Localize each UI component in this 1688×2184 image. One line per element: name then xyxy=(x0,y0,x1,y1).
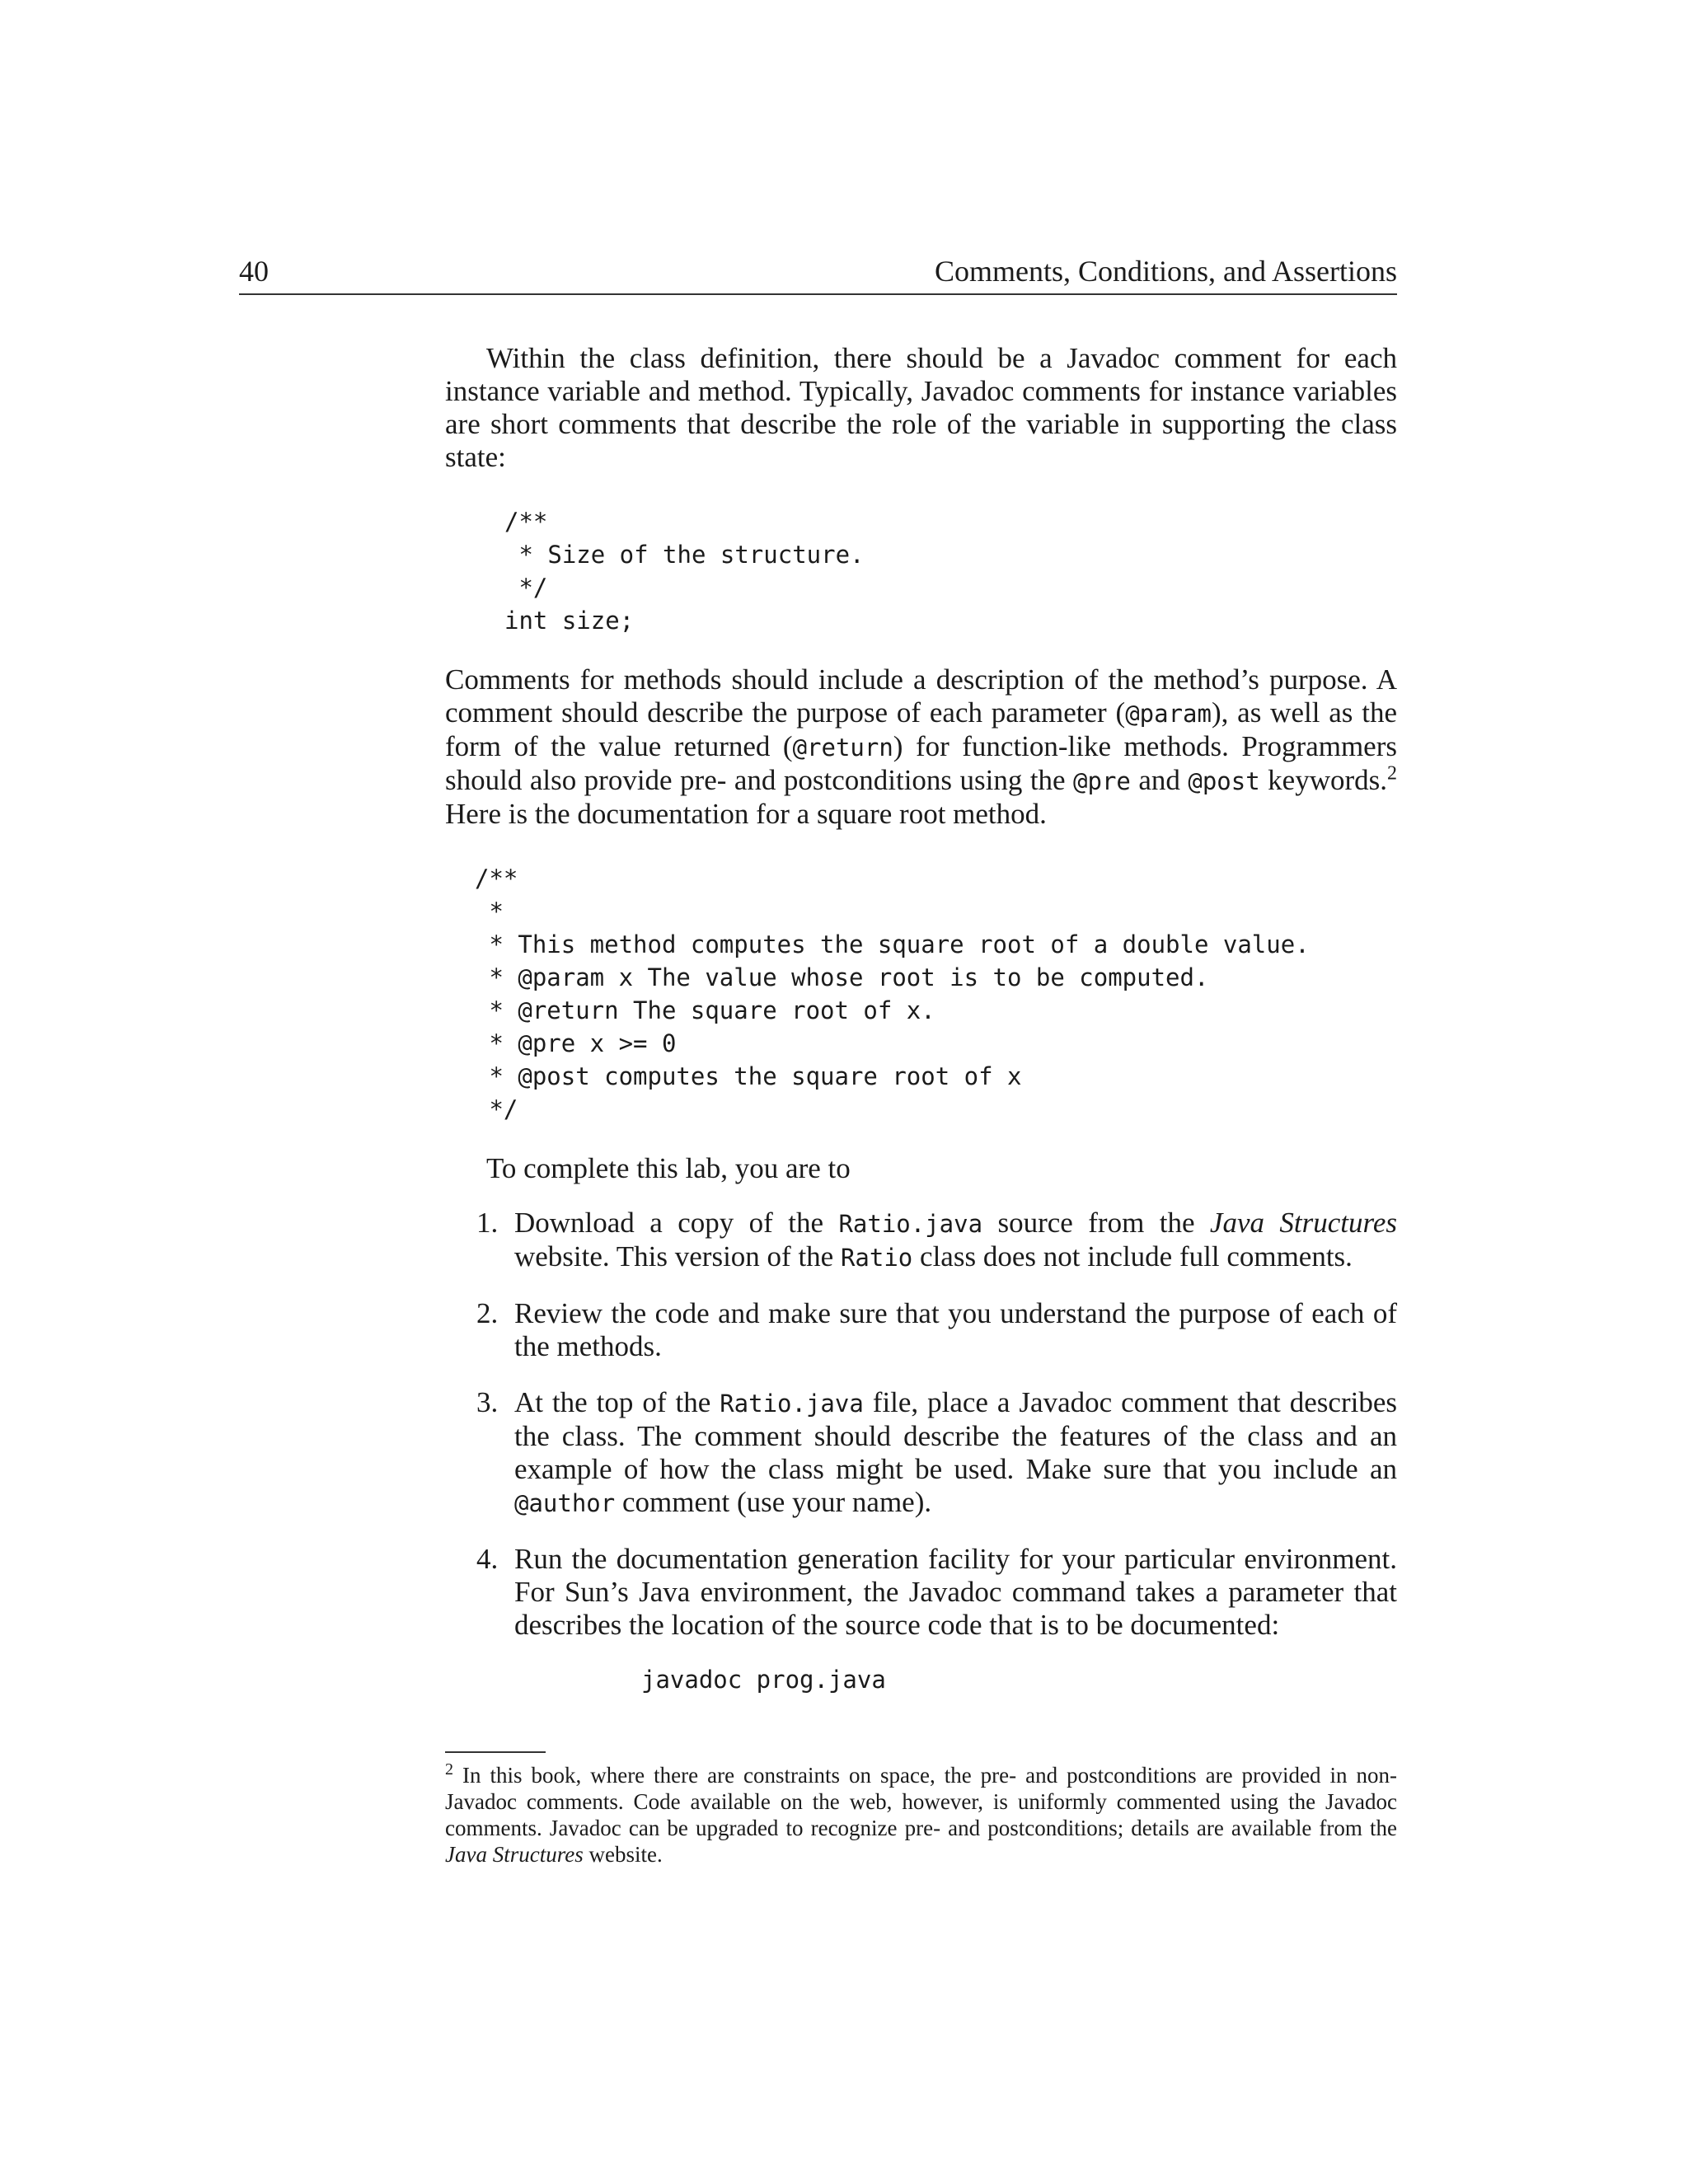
page-number: 40 xyxy=(239,255,269,288)
book-title: Java Structures xyxy=(1209,1207,1398,1239)
list-item: 1. Download a copy of the Ratio.java source from the Java Structures website. This version of the Ratio class does not include full comments. xyxy=(476,1207,1398,1272)
inline-code: Ratio xyxy=(840,1244,913,1272)
inline-code: Ratio.java xyxy=(838,1210,983,1238)
inline-code: @pre xyxy=(1073,767,1131,795)
list-number: 3. xyxy=(476,1386,499,1418)
inline-code: Ratio.java xyxy=(720,1390,864,1418)
main-content xyxy=(445,342,1397,1719)
book-title: Java Structures xyxy=(445,1842,584,1867)
inline-code: @author xyxy=(514,1489,616,1517)
intro-paragraph: Within the class definition, there should be a Javadoc comment for each instance variable and method. Typically, Javadoc comments for instance variables are short comments that describe the role of the variable in supporting the class state: xyxy=(445,342,1397,473)
footnote: $^2$ In this book, where there are constraints on space, the pre- and postconditions are provided in non-Javadoc comments. Code available on the web, however, is uniformly commented using the Javadoc comments. Javadoc can be upgraded to recognize pre- and postconditions; details are available from the Java Structures website. xyxy=(445,1760,1397,1867)
running-title: Comments, Conditions, and Assertions xyxy=(934,255,1397,288)
method-comments-paragraph: Comments for methods should include a description of the method’s purpose. A comment should describe the purpose of each parameter (@param), as well as the form of the value returned (@return) for function-like methods. Programmers should also provide pre- and postconditions using the @pre and @post keywords.$^2$ Here is the documentation for a square root method. xyxy=(445,663,1397,830)
lab-steps-list xyxy=(445,1207,1397,1696)
lab-intro: To complete this lab, you are to xyxy=(486,1152,851,1184)
list-number: 4. xyxy=(476,1543,499,1575)
list-number: 1. xyxy=(476,1207,499,1239)
list-item: 3. At the top of the Ratio.java file, place a Javadoc comment that describes the class. The comment should describe the features of the class and an example of how the class might be used. Make sure that you include an @author comment (use your name). xyxy=(476,1386,1397,1518)
list-item: 4. Run the documentation generation facility for your particular environment. For Sun’s Java environment, the Javadoc command takes a parameter that describes the location of the source code that is to be documented: javadoc prog.java xyxy=(445,1543,1397,1696)
footnote-mark: 2 xyxy=(445,1760,453,1779)
instance-variable-code-example: /** * Size of the structure. */ int size; xyxy=(504,508,865,635)
list-item: 2. Review the code and make sure that you understand the purpose of each of the methods. xyxy=(476,1297,1397,1362)
inline-code: @return xyxy=(792,733,893,762)
square-root-code-example: /** * * This method computes the square root of a double value. * @param x The value whose root is to be computed. * @return The square root of x. * @pre x >= 0 * @post computes the square root of x */ xyxy=(475,865,1310,1123)
inline-code: @post xyxy=(1188,767,1260,795)
inline-code: @param xyxy=(1125,700,1212,728)
footnote-reference: 2 xyxy=(1387,762,1397,785)
javadoc-command-example: javadoc prog.java xyxy=(641,1666,886,1694)
footnote-divider xyxy=(445,1751,546,1753)
running-header xyxy=(239,251,1397,295)
list-number: 2. xyxy=(476,1297,499,1329)
